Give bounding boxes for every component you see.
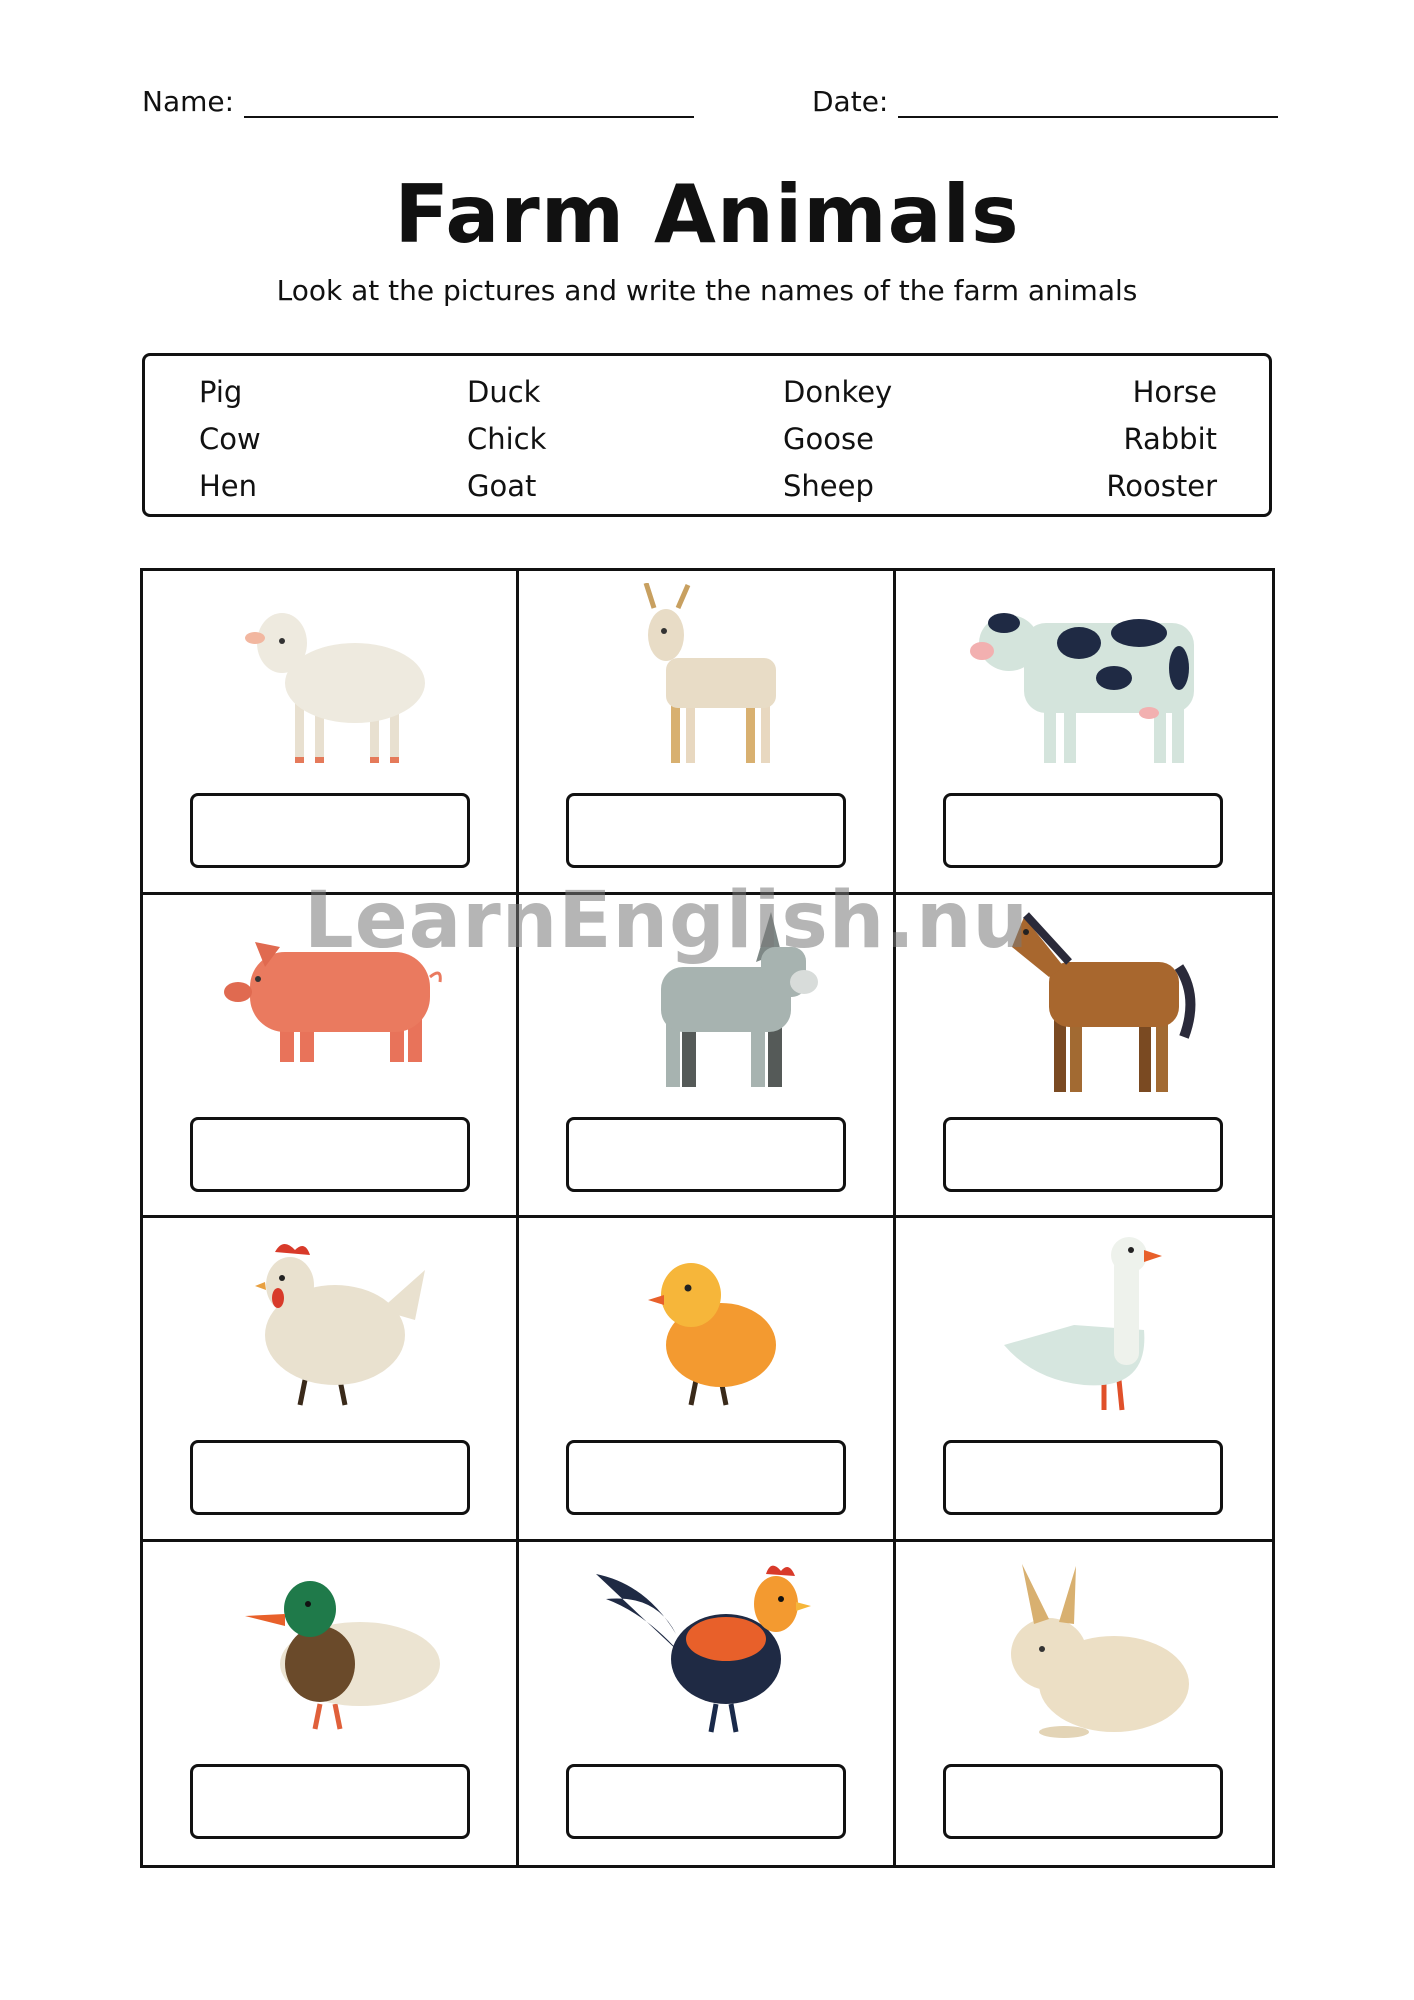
animal-grid [140, 568, 1275, 1868]
answer-box[interactable] [190, 1440, 470, 1515]
pig-icon [210, 907, 450, 1097]
word-bank-item: Sheep [783, 469, 874, 503]
word-bank-item: Cow [199, 422, 261, 456]
page-subtitle: Look at the pictures and write the names of the farm animals [276, 274, 1138, 307]
horse-icon [964, 907, 1204, 1097]
answer-box[interactable] [943, 793, 1223, 868]
animal-cell [519, 1542, 895, 1866]
sheep-icon [210, 583, 450, 773]
answer-box[interactable] [566, 793, 846, 868]
name-field[interactable] [142, 85, 694, 118]
date-line[interactable] [898, 86, 1278, 118]
answer-box[interactable] [943, 1440, 1223, 1515]
animal-cell [143, 895, 519, 1219]
animal-cell [519, 571, 895, 895]
animal-cell [896, 571, 1272, 895]
word-bank-item: Pig [199, 375, 243, 409]
date-label: Date: [812, 85, 889, 118]
header-row [142, 85, 1282, 125]
word-bank-item: Rabbit [1123, 422, 1217, 456]
answer-box[interactable] [943, 1764, 1223, 1839]
animal-cell [896, 1218, 1272, 1542]
answer-box[interactable] [566, 1117, 846, 1192]
name-line[interactable] [244, 86, 694, 118]
answer-box[interactable] [190, 1117, 470, 1192]
answer-box[interactable] [566, 1764, 846, 1839]
animal-cell [896, 1542, 1272, 1866]
donkey-icon [586, 907, 826, 1097]
rooster-icon [586, 1554, 826, 1744]
word-bank-item: Goat [467, 469, 537, 503]
cow-icon [964, 583, 1204, 773]
animal-cell [143, 1542, 519, 1866]
watermark: LearnEnglish.nu [304, 876, 1029, 966]
animal-cell [896, 895, 1272, 1219]
word-bank-item: Duck [467, 375, 541, 409]
duck-icon [210, 1554, 450, 1744]
animal-cell [519, 895, 895, 1219]
word-bank [142, 353, 1272, 517]
word-bank-item: Chick [467, 422, 547, 456]
word-bank-item: Donkey [783, 375, 893, 409]
animal-cell [143, 571, 519, 895]
answer-box[interactable] [566, 1440, 846, 1515]
answer-box[interactable] [190, 793, 470, 868]
word-bank-item: Rooster [1106, 469, 1217, 503]
goose-icon [964, 1230, 1204, 1420]
animal-cell [143, 1218, 519, 1542]
word-bank-item: Horse [1132, 375, 1217, 409]
page-title: Farm Animals [394, 168, 1020, 261]
goat-icon [586, 583, 826, 773]
animal-cell [519, 1218, 895, 1542]
date-field[interactable] [812, 85, 1278, 118]
answer-box[interactable] [943, 1117, 1223, 1192]
rabbit-icon [964, 1554, 1204, 1744]
word-bank-item: Goose [783, 422, 874, 456]
chick-icon [586, 1230, 826, 1420]
name-label: Name: [142, 85, 235, 118]
word-bank-item: Hen [199, 469, 258, 503]
hen-icon [210, 1230, 450, 1420]
answer-box[interactable] [190, 1764, 470, 1839]
